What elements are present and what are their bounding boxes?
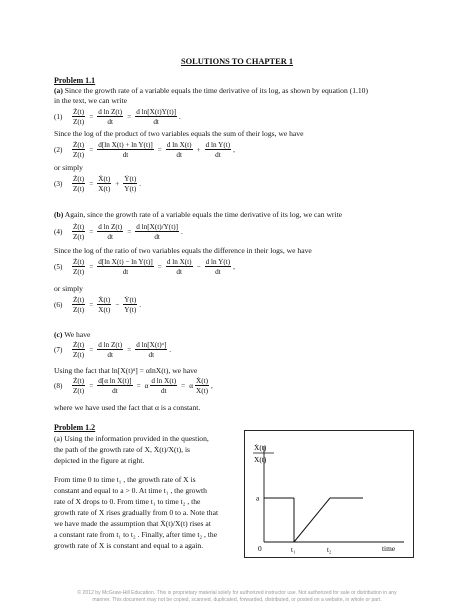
y-axis-label-denominator: X(t) (254, 455, 267, 464)
numerator: d ln X(t) (166, 258, 192, 266)
equation-number: (5) (54, 262, 63, 271)
fraction (123, 296, 137, 314)
denominator: dt (160, 386, 167, 395)
fraction (150, 377, 177, 395)
denominator: Y(t) (124, 184, 137, 193)
numerator: d ln X(t) (151, 377, 177, 385)
alpha-symbol: α (189, 381, 194, 390)
denominator: Y(t) (124, 305, 137, 314)
numerator: d ln Y(t) (205, 141, 231, 149)
numerator: d ln[X(t)ᵅ] (136, 341, 167, 349)
equation-number: (6) (54, 300, 63, 309)
denominator: dt (215, 267, 221, 276)
fraction (97, 258, 154, 276)
denominator: Z(t) (73, 386, 85, 395)
denominator: Z(t) (73, 350, 85, 359)
fraction (97, 223, 123, 241)
equation-6: (6) $\frac{Ż(t)}{Z(t)}$ = $\frac{\text{Ẋ(t)}}{X(t)}$ − $\frac{\text{Ẏ(t)}}{Y(t)}$ . (54, 296, 142, 314)
problem-1-2-line: depicted in the figure at right. (54, 456, 145, 465)
equation-1: (1) $\frac{Ż(t)}{Z(t)}$ = $\frac{\text{d ln Z(t)}}{dt}$ = $\frac{\text{d ln[X(t)Y(t)]}}{dt}$ . (54, 108, 181, 126)
denominator: dt (122, 267, 129, 276)
fraction (166, 258, 193, 276)
denominator: dt (154, 232, 160, 241)
equation-punctuation: , (233, 145, 235, 154)
fraction (72, 296, 85, 314)
part-c-line (54, 330, 90, 339)
denominator: dt (112, 386, 118, 395)
problem-1-2-line: (a) Using the information provided in the question, (54, 434, 209, 443)
problem-1-2-line: a constant rate from t₁ to t₂ . Finally, after time t₂ , the (54, 530, 218, 539)
numerator: Ż(t) (73, 108, 85, 116)
fraction (72, 175, 85, 193)
numerator: d ln Z(t) (98, 341, 123, 349)
denominator: X(t) (98, 184, 111, 193)
denominator: dt (176, 150, 182, 159)
equation-number: (4) (54, 227, 63, 236)
denominator: dt (122, 150, 129, 159)
growth-rate-line-segment (294, 498, 330, 542)
x-tick-label: t₁ (291, 546, 296, 554)
numerator: Ẏ(t) (124, 296, 137, 304)
numerator: Ż(t) (73, 141, 85, 149)
equation-2: (2) $\frac{Ż(t)}{Z(t)}$ = $\frac{\text{d[ln X(t) + ln Y(t)]}}{dt}$ = $\frac{\text{d ln X(t)}}{dt}$ + $\frac{\text{d ln Y(t)}}{dt}$ , (54, 141, 235, 159)
equation-punctuation: . (178, 112, 181, 121)
equation-punctuation: , (211, 381, 213, 390)
equation-number: (7) (54, 345, 63, 354)
y-axis-label-numerator: Ẋ(t) (254, 443, 267, 452)
numerator: d ln[X(t)Y(t)] (136, 108, 176, 116)
equation-number: (3) (54, 179, 63, 188)
problem-1-2-line: we have made the assumption that Ẋ(t)/X(t) rises at (54, 519, 211, 528)
equation-punctuation: . (180, 227, 183, 236)
numerator: Ẋ(t) (98, 296, 111, 304)
text-between-4-5: Since the log of the ratio of two variables equals the difference in their logs, we have (54, 246, 312, 255)
problem-1-2-line: the path of the growth rate of X, Ẋ(t)/X(t), is (54, 445, 191, 454)
x-axis-label: time (382, 544, 396, 553)
denominator: Z(t) (73, 117, 85, 126)
denominator: Z(t) (73, 150, 85, 159)
equation-number: (8) (54, 381, 63, 390)
where-text: where we have used the fact that α is a constant. (54, 403, 201, 412)
numerator: Ż(t) (73, 341, 85, 349)
fraction (97, 108, 123, 126)
copyright-line-1: © 2012 by McGraw-Hill Education. This is proprietary material solely for authorized instructor use. Not authorized for sale or distribution in any (77, 590, 397, 596)
problem-1-2-line: rate of X drops to 0. From time t₁ to time t₂ , the (54, 497, 201, 506)
fraction (205, 258, 232, 276)
numerator: d ln Y(t) (205, 258, 231, 266)
text-between-1-2: Since the log of the product of two variables equals the sum of their logs, we have (54, 129, 304, 138)
numerator: d ln Z(t) (98, 108, 123, 116)
x-tick-label: t₂ (327, 546, 332, 554)
fraction (97, 141, 154, 159)
problem-1-2-line: From time 0 to time t₁ , the growth rate of X is (54, 475, 196, 484)
problem-1-1-heading: Problem 1.1 (54, 76, 96, 85)
denominator: Z(t) (73, 184, 85, 193)
denominator: dt (176, 267, 182, 276)
alpha-symbol: α (144, 381, 149, 390)
fraction (72, 377, 85, 395)
chart-frame (245, 431, 414, 558)
fraction (123, 175, 137, 193)
growth-rate-chart (244, 430, 414, 558)
fraction (135, 108, 177, 126)
equation-punctuation: . (139, 179, 142, 188)
y-tick-label: a (256, 493, 260, 503)
numerator: d ln X(t) (166, 141, 192, 149)
equation-punctuation: , (233, 262, 235, 271)
fraction (166, 141, 193, 159)
equation-5: (5) $\frac{Ż(t)}{Z(t)}$ = $\frac{\text{d[ln X(t) − ln Y(t)]}}{dt}$ = $\frac{\text{d ln X(t)}}{dt}$ − $\frac{\text{d ln Y(t)}}{dt}$ , (54, 258, 235, 276)
page-title: SOLUTIONS TO CHAPTER 1 (180, 57, 294, 66)
fraction (72, 341, 85, 359)
equation-punctuation: . (169, 345, 172, 354)
part-c-label: (c) (54, 330, 63, 339)
fraction (195, 377, 209, 395)
equation-number: (2) (54, 145, 63, 154)
numerator: d[ln X(t) − ln Y(t)] (98, 258, 153, 266)
part-a-label: (a) (54, 86, 63, 95)
fraction (97, 296, 111, 314)
fraction (72, 223, 85, 241)
fraction (72, 141, 85, 159)
equation-4: (4) $\frac{Ż(t)}{Z(t)}$ = $\frac{\text{d ln Z(t)}}{dt}$ = $\frac{\text{d ln[X(t)/Y(t)]}}{dt}$ . (54, 223, 183, 241)
fraction (205, 141, 232, 159)
denominator: dt (153, 117, 159, 126)
numerator: d ln Z(t) (98, 223, 123, 231)
fraction (135, 341, 167, 359)
numerator: d ln[X(t)/Y(t)] (136, 223, 178, 231)
numerator: Ẏ(t) (124, 175, 137, 183)
denominator: Z(t) (73, 305, 85, 314)
equation-3: (3) $\frac{Ż(t)}{Z(t)}$ = $\frac{\text{Ẋ(t)}}{X(t)}$ + $\frac{\text{Ẏ(t)}}{Y(t)}$ . (54, 175, 142, 193)
part-b-label: (b) (54, 210, 64, 219)
numerator: Ż(t) (73, 223, 85, 231)
denominator: dt (107, 350, 114, 359)
or-simply-1: or simply (54, 163, 83, 172)
problem-1-2-line: growth rate of X is constant and equal to a again. (54, 541, 204, 550)
numerator: Ẋ(t) (196, 377, 208, 385)
denominator: X(t) (196, 386, 208, 395)
fraction (135, 223, 179, 241)
copyright-line-2: manner. This document may not be copied, scanned, duplicated, forwarded, distributed, or posted on a website, in whole or part. (92, 597, 382, 603)
part-b-line (54, 210, 342, 219)
part-a-text: Since the growth rate of a variable equals the time derivative of its log, as shown by equation (1.10) (64, 86, 369, 95)
problem-1-2-line: constant and equal to a > 0. At time t₁ , the growth (54, 486, 207, 495)
numerator: Ż(t) (73, 175, 85, 183)
equation-number: (1) (54, 112, 63, 121)
denominator: dt (148, 350, 155, 359)
fraction (97, 175, 111, 193)
numerator: Ẋ(t) (98, 175, 111, 183)
part-c-text: We have (64, 330, 91, 339)
fraction (97, 377, 132, 395)
denominator: dt (215, 150, 221, 159)
denominator: Z(t) (73, 267, 85, 276)
numerator: d[α ln X(t)] (98, 377, 132, 385)
numerator: Ż(t) (73, 296, 85, 304)
part-a-line-1 (54, 86, 368, 95)
denominator: dt (107, 117, 114, 126)
or-simply-2: or simply (54, 284, 83, 293)
part-b-text: Again, since the growth rate of a variable equals the time derivative of its log, we can write (64, 210, 343, 219)
numerator: Ż(t) (73, 377, 85, 385)
numerator: d[ln X(t) + ln Y(t)] (98, 141, 153, 149)
equation-8: (8) $\frac{Ż(t)}{Z(t)}$ = $\frac{\text{d[α ln X(t)]}}{dt}$ = α $\frac{\text{d ln X(t)}}{dt}$ = α $\frac{\text{Ẋ(t)}}{X(t)}$ , (54, 377, 213, 395)
denominator: X(t) (98, 305, 111, 314)
numerator: Ż(t) (73, 258, 85, 266)
denominator: Z(t) (73, 232, 85, 241)
origin-label: 0 (258, 544, 262, 553)
fraction (72, 108, 85, 126)
part-a-line-2: in the text, we can write (54, 96, 127, 105)
denominator: dt (107, 232, 114, 241)
equation-punctuation: . (139, 300, 142, 309)
problem-1-2-heading: Problem 1.2 (54, 423, 96, 432)
problem-1-2-line: growth rate of X rises gradually from 0 to a. Note that (54, 508, 219, 517)
fraction (72, 258, 85, 276)
fraction (97, 341, 123, 359)
using-fact-text: Using the fact that ln[X(t)ᵅ] = αlnX(t), we have (54, 366, 198, 375)
equation-7: (7) $\frac{Ż(t)}{Z(t)}$ = $\frac{\text{d ln Z(t)}}{dt}$ = $\frac{\text{d ln[X(t)ᵅ]}}{dt}$ . (54, 341, 172, 359)
